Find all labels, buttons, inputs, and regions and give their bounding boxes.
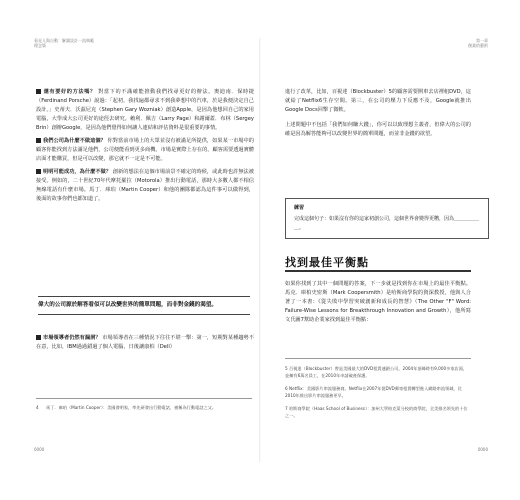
square-bullet-icon: [36, 335, 41, 340]
left-running-head: [34, 38, 94, 48]
square-bullet-icon: [36, 89, 41, 94]
paragraph-text: 對當下的不滿確能推動我們找尋更好的辦法。奧迪南．保時捷（Ferdinand Porsche）說過：「起初，我找遍都尋求不到我夢想中的汽車，於是我便決定自己設計。」史蒂夫．沃茲尼克（Stephen Gary Wozniak）創造Apple，是因為他想回自己的家用電腦，大學成大公司更好的途徑去研究。賴利．佩吉（Larry Page）和謝爾蓋．布林（Sergey Brin）創辦Google，是因為他們覺得如何讓人連結和評估資料是很重要的事情。: [36, 89, 254, 131]
right-body-text: [285, 88, 471, 143]
question-lead: 我們公司為什麼不做這個？: [43, 138, 106, 144]
right-body-text-2: [285, 280, 471, 329]
paragraph: 如果你找到了其中一個問題的答案，下一步就是找到你在市場上的最佳平衡點。馬克．庫柏史密斯（Mark Coopersmith）是哈斯商學院的資深教授，他與人合著了一本書：《從失敗中學習突破創新和成長的智慧》（The Other "F" Word: Failure-Wise Lessons for Breakthrough Innovation and Growth），他所寫文氏圖7幫助企業家找到最佳平衡點：: [285, 281, 471, 323]
right-running-head-line2: 創業的藝術: [468, 43, 488, 48]
footnote: 7 哈斯商學院（Haas School of Business）：加州大學柏克萊分校的商學院，全美排名領先的十位之一。: [285, 406, 468, 418]
left-running-head-line2: 理念篇: [34, 43, 46, 48]
exercise-title: 練習: [294, 205, 305, 211]
right-page: [261, 38, 494, 462]
paragraph: 進行了改革，比如，百視達（Blockbuster）5的顧客需要開車去店裡租DVD，這就給了Netflix6生存空間。第三，在公司的壓力下反應不及，Google就推出Google Docs回擊了微軟。: [285, 89, 471, 113]
paragraph: [36, 137, 254, 164]
exercise-box: [285, 198, 489, 239]
footnotes: [285, 358, 471, 425]
footnote-text: 馬丁．庫珀（Martin Cooper）：美國發明家，率先研發出行動電話，被稱為行動電話之父。: [46, 405, 216, 410]
question-lead: 還有要好的方法嗎？: [43, 89, 96, 95]
left-body-text-2: [36, 334, 254, 356]
footnote: 6 Netflix：美國影片串流服務商。Netflix在2007年從DVD郵寄租賃轉型進入網路串流領域，比2010年推出影片串流服務更早。: [285, 386, 462, 398]
section-heading: 找到最佳平衡點: [285, 256, 369, 269]
paragraph-text: 創新的想法在這個市場前景不確定的時候，或此時也許無法被接受。例如的，二十世紀70年代摩托羅拉（Motorola）推出行動電話，那時大多數人都不相信無線電話有什麼市場。馬丁．庫珀（Martin Cooper）和他的團隊都認為這件事可以做得到，後面的故事你們也都知道了。: [36, 169, 254, 202]
book-spread: [28, 38, 494, 462]
paragraph-text: 市場領導者在三種情況下往往不堪一擊：第一，短期對某種趨勢不在意，比如，IBM過過錯過了個人電腦，日後讓康柏（Dell）: [36, 335, 254, 350]
section-heading-rule: [285, 270, 471, 272]
paragraph: [36, 88, 254, 133]
footnote: [36, 398, 252, 411]
question-lead: 明明可能成功，為什麼不做？: [43, 169, 112, 175]
paragraph: 上述問題中不包括「我們如何賺大錢」，你可以以致理想主義者，但偉大的公司的確是因為解答能夠可以改變世界的簡單問題，而並非金錢的欲望。: [285, 122, 471, 137]
pull-quote: 偉大的公司源於解答看似可以改變世界的簡單問題，而非對金錢的渴望。: [38, 296, 250, 315]
paragraph: [36, 168, 254, 204]
left-running-head-line1: 看見人與自動：解讀設計一流典範: [34, 38, 94, 43]
left-folio: 0000: [34, 447, 45, 452]
square-bullet-icon: [36, 138, 41, 143]
left-body-text: [36, 88, 254, 208]
right-running-head: [468, 38, 488, 48]
square-bullet-icon: [36, 169, 41, 174]
exercise-text: 完成這個句子：如果沒有你的這家初創公司，這個世界會變得更糟，因為＿＿＿＿＿＿。: [294, 216, 480, 231]
footnote: 5 百視達（Blockbuster）曾是美國最大的DVD租賃連鎖公司，2004年頂峰時有9,000多家店面，並擁有6萬名員工，在2010年申請破產保護。: [285, 366, 468, 378]
left-page: [28, 38, 259, 462]
paragraph-text: 你對當前市場上的大眾並沒有被滿足所提供，如果某一市場中的顧客你能找到方法滿足他們，公司便能看到更多商機。市場是實際上存在的，顧客需要透過實體店面才能購買，但是可以改變，那它就不一定是不可能。: [36, 138, 254, 162]
right-running-head-line1: 第一章: [476, 38, 488, 43]
paragraph: [36, 334, 254, 352]
footnote-number: 4: [36, 405, 39, 410]
right-folio: 0000: [477, 447, 488, 452]
question-lead: 市場領導者仍然有漏洞？: [43, 335, 101, 341]
